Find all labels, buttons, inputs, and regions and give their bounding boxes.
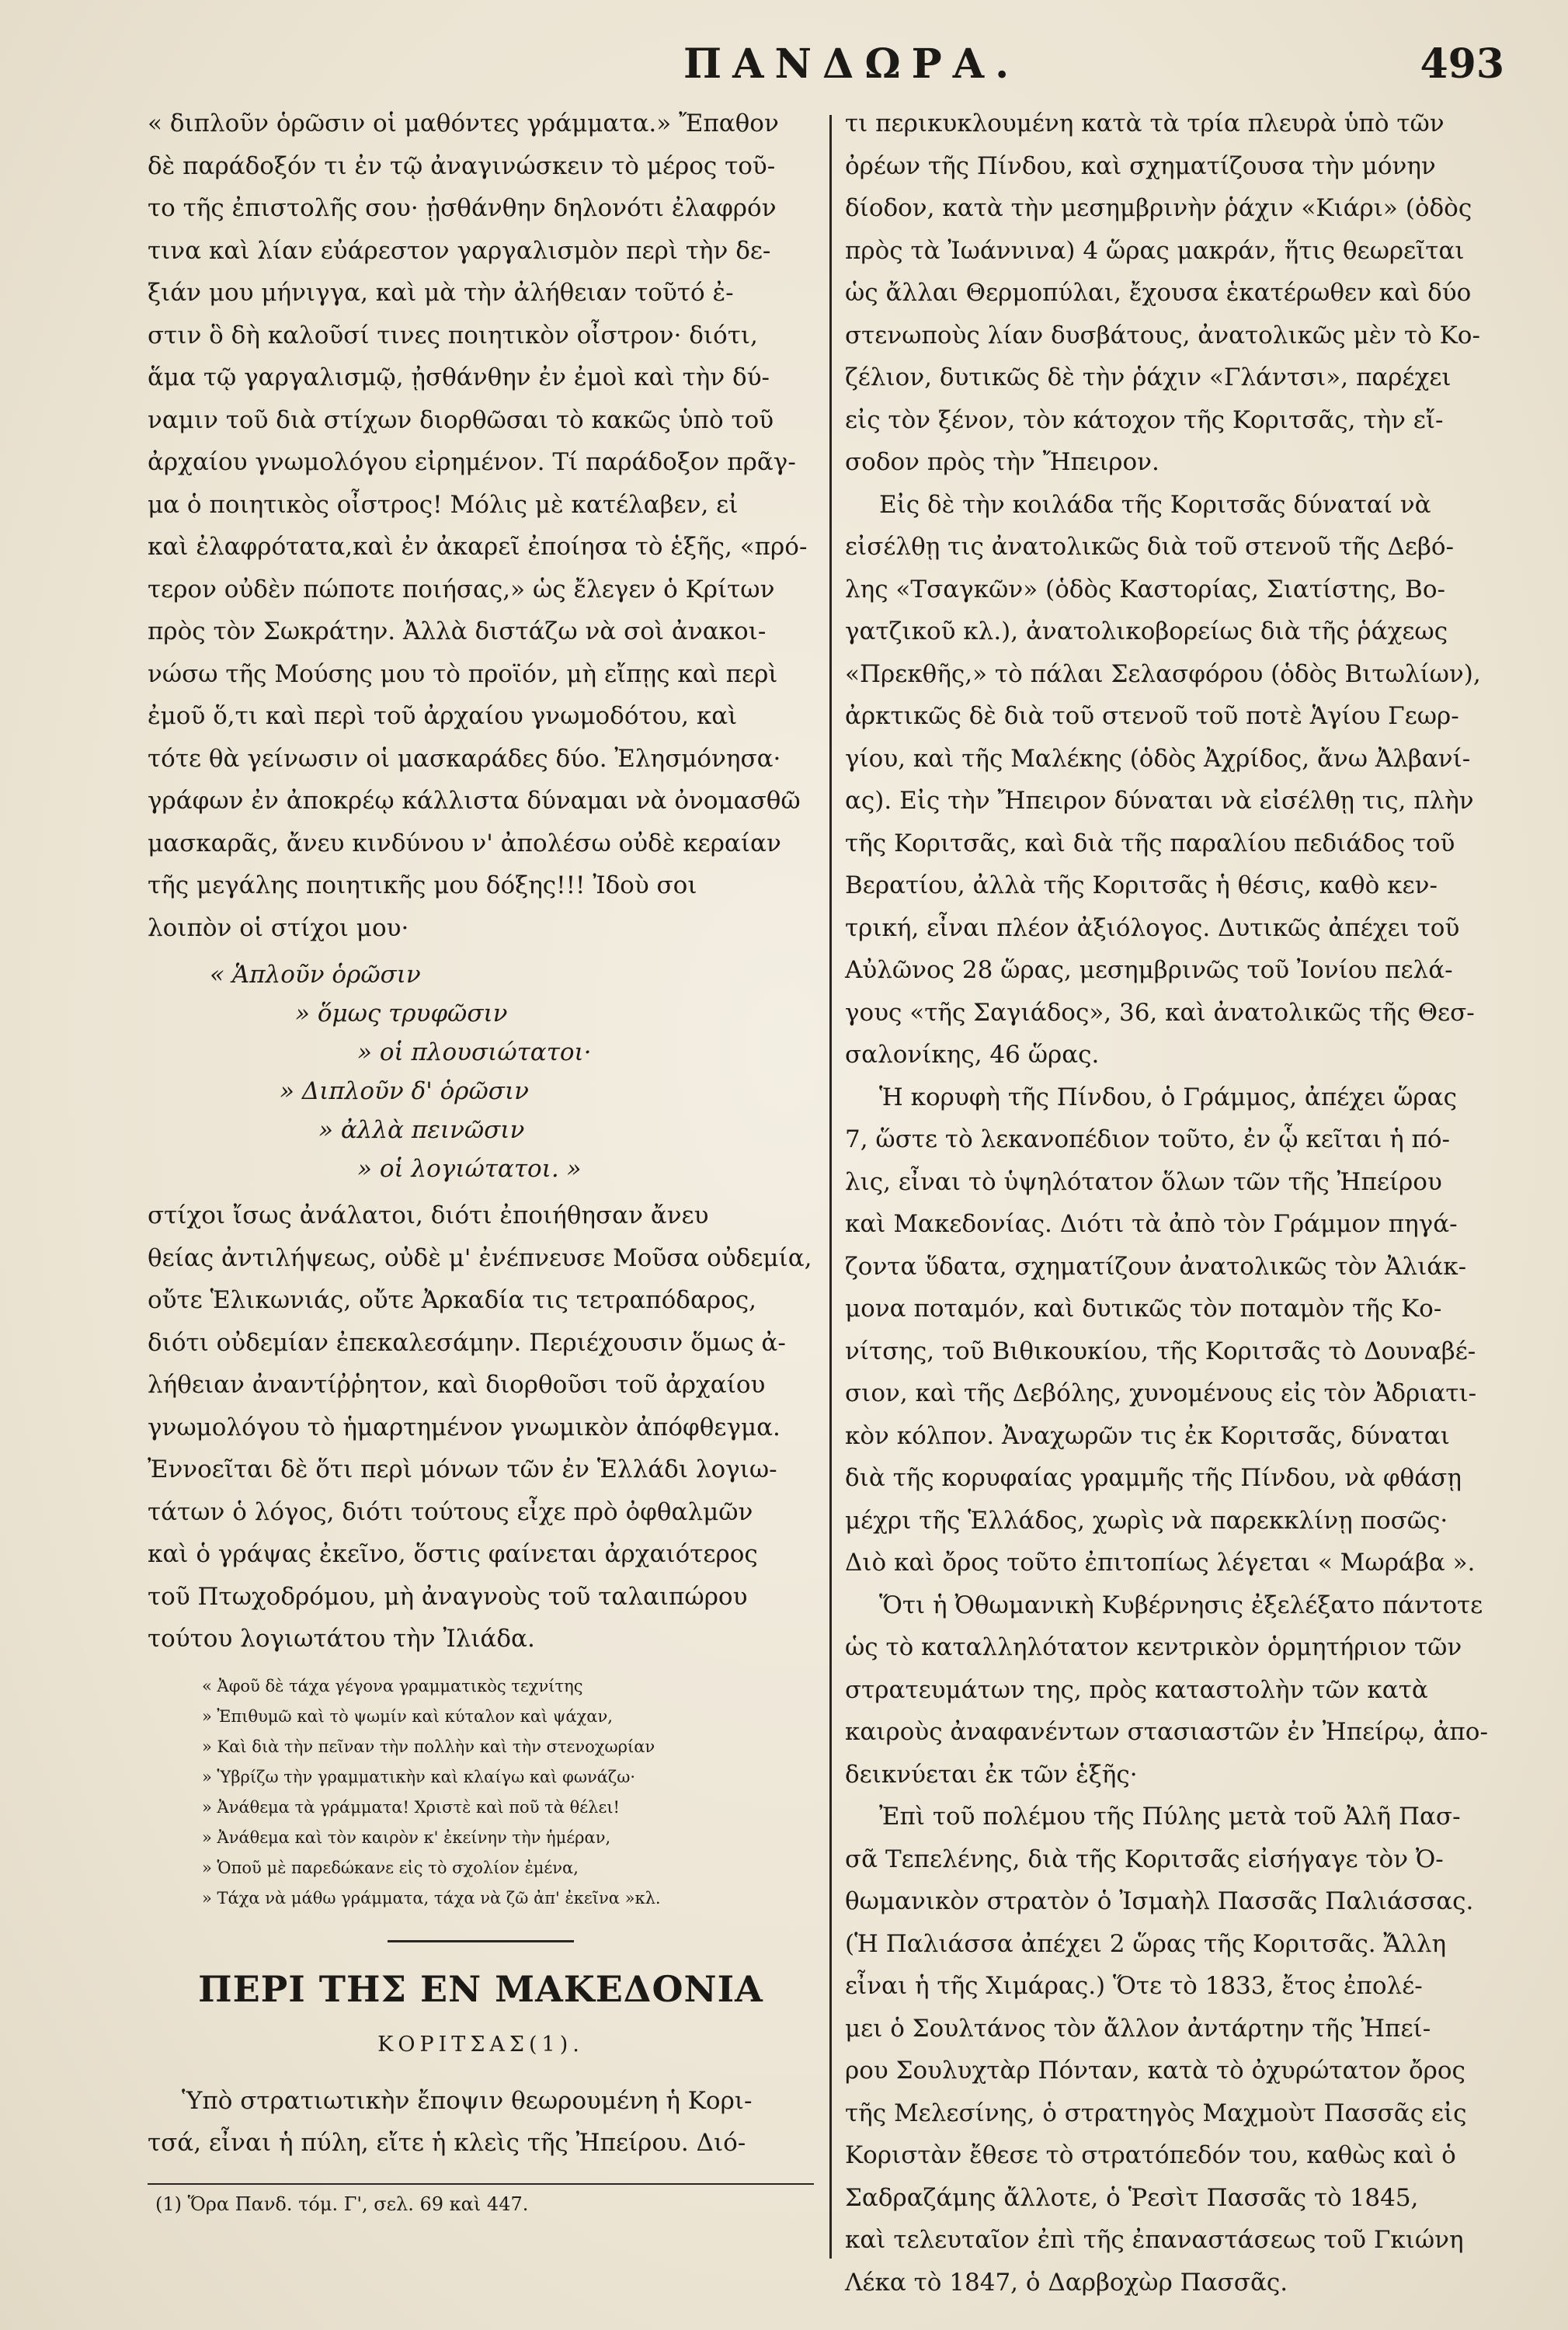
- poem-line: » Τάχα νὰ μάθω γράμματα, τάχα νὰ ζῶ ἀπ' ἐκεῖνα »κλ.: [202, 1888, 661, 1907]
- text-line: ἐμοῦ ὅ,τι καὶ περὶ τοῦ ἀρχαίου γνωμοδότου, καὶ: [148, 702, 738, 730]
- text-line: τινα καὶ λίαν εὐάρεστον γαργαλισμὸν περὶ τὴν δε-: [148, 236, 771, 265]
- text-line: καὶ τελευταῖον ἐπὶ τῆς ἐπαναστάσεως τοῦ Γκιώνη: [845, 2226, 1464, 2254]
- text-line: Ἐπὶ τοῦ πολέμου τῆς Πύλης μετὰ τοῦ Ἀλῆ Πασ-: [879, 1803, 1461, 1831]
- verse-line: » ἀλλὰ πεινῶσιν: [318, 1116, 525, 1144]
- text-paragraph: [845, 484, 1507, 1076]
- text-line: «Πρεκθῆς,» τὸ πάλαι Σελασφόρου (ὁδὸς Βιτωλίων),: [845, 659, 1481, 688]
- text-line: ὡς ἄλλαι Θερμοπύλαι, ἔχουσα ἑκατέρωθεν καὶ δύο: [845, 279, 1472, 307]
- text-line: καὶ ὁ γράψας ἐκεῖνο, ὅστις φαίνεται ἀρχαιότερος: [148, 1540, 758, 1568]
- text-line: ας). Εἰς τὴν Ἤπειρον δύναται νὰ εἰσέλθῃ τις, πλὴν: [845, 787, 1474, 815]
- text-line: Ὅτι ἡ Ὀθωμανικὴ Κυβέρνησις ἐξελέξατο πάντοτε: [879, 1591, 1483, 1619]
- text-line: τοῦ Πτωχοδρόμου, μὴ ἀναγνοὺς τοῦ ταλαιπώρου: [148, 1582, 748, 1611]
- text-line: τάτων ὁ λόγος, διότι τούτους εἶχε πρὸ ὀφθαλμῶν: [148, 1497, 753, 1526]
- text-line: σιον, καὶ τῆς Δεβόλης, χυνομένους εἰς τὸν Ἀδριατι-: [845, 1379, 1477, 1407]
- text-line: μασκαρᾶς, ἄνευ κινδύνου ν' ἀπολέσω οὐδὲ κεραίαν: [148, 829, 781, 857]
- text-line: οὔτε Ἑλικωνιάς, οὔτε Ἀρκαδία τις τετραπόδαρος,: [148, 1286, 756, 1314]
- text-line: τῆς μεγάλης ποιητικῆς μου δόξης!!! Ἰδοὺ σοι: [148, 871, 697, 899]
- text-line: δὲ παράδοξόν τι ἐν τῷ ἀναγινώσκειν τὸ μέρος τοῦ-: [148, 151, 776, 180]
- text-line: ρου Σουλυχτὰρ Πόνταν, κατὰ τὸ ὀχυρώτατον ὄρος: [845, 2057, 1465, 2085]
- text-line: γίου, καὶ τῆς Μαλέκης (ὁδὸς Ἀχρίδος, ἄνω Ἀλβανί-: [845, 744, 1471, 773]
- text-line: στενωποὺς λίαν δυσβάτους, ἀνατολικῶς μὲν τὸ Κο-: [845, 321, 1480, 350]
- text-paragraph: [845, 1584, 1507, 1796]
- section-subtitle: ΚΟΡΙΤΣΑΣ(1).: [377, 2032, 584, 2057]
- text-line: διὰ τῆς κορυφαίας γραμμῆς τῆς Πίνδου, νὰ φθάσῃ: [845, 1464, 1462, 1492]
- text-line: Λέκα τὸ 1847, ὁ Δαρβοχὼρ Πασσᾶς.: [845, 2268, 1288, 2297]
- quoted-poem: [148, 1671, 814, 1914]
- text-line: τῆς Μελεσίνης, ὁ στρατηγὸς Μαχμοὺτ Πασσᾶς εἰς: [845, 2099, 1467, 2127]
- text-line: ὡς τὸ καταλληλότατον κεντρικὸν ὁρμητήριον τῶν: [845, 1633, 1462, 1661]
- left-column: [148, 103, 814, 2224]
- text-line: καὶ ἐλαφρότατα,καὶ ἐν ἀκαρεῖ ἐποίησα τὸ ἑξῆς, «πρό-: [148, 533, 808, 561]
- text-line: μα ὁ ποιητικὸς οἶστρος! Μόλις μὲ κατέλαβεν, εἰ: [148, 490, 739, 519]
- text-line: ζοντα ὕδατα, σχηματίζουν ἀνατολικῶς τὸν Ἀλιάκ-: [845, 1252, 1467, 1281]
- text-line: γατζικοῦ κλ.), ἀνατολικοβορείως διὰ τῆς ῥάχεως: [845, 617, 1448, 645]
- text-paragraph: [845, 103, 1507, 484]
- text-line: λις, εἶναι τὸ ὑψηλότατον ὅλων τῶν τῆς Ἠπείρου: [845, 1167, 1442, 1196]
- text-line: το τῆς ἐπιστολῆς σου· ᾐσθάνθην δηλονότι ἐλαφρόν: [148, 194, 777, 222]
- text-line: δεικνύεται ἐκ τῶν ἑξῆς·: [845, 1760, 1138, 1789]
- text-line: καιροὺς ἀναφανέντων στασιαστῶν ἐν Ἠπείρῳ, ἀπο-: [845, 1718, 1488, 1746]
- section-title: ΠΕΡΙ ΤΗΣ ΕΝ ΜΑΚΕΔΟΝΙΑ: [198, 1967, 763, 2010]
- verse-block: [148, 955, 814, 1188]
- text-line: λήθειαν ἀναντίῤῥητον, καὶ διορθοῦσι τοῦ ἀρχαίου: [148, 1371, 766, 1399]
- text-line: ἅμα τῷ γαργαλισμῷ, ᾐσθάνθην ἐν ἐμοὶ καὶ τὴν δύ-: [148, 363, 770, 391]
- section-separator: [388, 1940, 574, 1942]
- text-line: μονα ποταμόν, καὶ δυτικῶς τὸν ποταμὸν τῆς Κο-: [845, 1295, 1442, 1323]
- verse-line: » οἱ λογιώτατοι. »: [357, 1155, 582, 1183]
- text-line: τότε θὰ γείνωσιν οἱ μασκαράδες δύο. Ἐλησμόνησα·: [148, 744, 781, 773]
- poem-line: « Ἀφοῦ δὲ τάχα γέγονα γραμματικὸς τεχνίτης: [202, 1676, 583, 1695]
- text-line: Ὑπὸ στρατιωτικὴν ἔποψιν θεωρουμένη ἡ Κορι-: [182, 2086, 753, 2115]
- text-line: καὶ Μακεδονίας. Διότι τὰ ἀπὸ τὸν Γράμμον πηγά-: [845, 1210, 1458, 1238]
- text-line: νώσω τῆς Μούσης μου τὸ προϊόν, μὴ εἴπῃς καὶ περὶ: [148, 659, 778, 688]
- text-line: τρική, εἶναι πλέον ἀξιόλογος. Δυτικῶς ἀπέχει τοῦ: [845, 913, 1460, 942]
- text-line: διότι οὐδεμίαν ἐπεκαλεσάμην. Περιέχουσιν ὅμως ἀ-: [148, 1328, 786, 1357]
- text-paragraph: [148, 1195, 814, 1661]
- text-line: « διπλοῦν ὁρῶσιν οἱ μαθόντες γράμματα.» Ἔπαθον: [148, 110, 779, 137]
- verse-line: » οἱ πλουσιώτατοι·: [357, 1038, 592, 1066]
- text-line: στιν ὃ δὴ καλοῦσί τινες ποιητικὸν οἶστρον· διότι,: [148, 321, 758, 350]
- text-line: σαλονίκης, 46 ὥρας.: [845, 1041, 1100, 1069]
- text-line: στίχοι ἴσως ἀνάλατοι, διότι ἐποιήθησαν ἄνευ: [148, 1202, 709, 1229]
- poem-line: » Καὶ διὰ τὴν πεῖναν τὴν πολλὴν καὶ τὴν στενοχωρίαν: [202, 1737, 655, 1756]
- text-line: Εἰς δὲ τὴν κοιλάδα τῆς Κοριτσᾶς δύναταί νὰ: [879, 490, 1431, 519]
- text-line: εἶναι ἡ τῆς Χιμάρας.) Ὅτε τὸ 1833, ἔτος ἐπολέ-: [845, 1972, 1423, 2000]
- text-line: θωμανικὸν στρατὸν ὁ Ἰσμαὴλ Πασσᾶς Παλιάσσας.: [845, 1887, 1474, 1915]
- text-line: γράφων ἐν ἀποκρέῳ κάλλιστα δύναμαι νὰ ὀνομασθῶ: [148, 787, 801, 815]
- text-line: γνωμολόγου τὸ ἡμαρτημένον γνωμικὸν ἀπόφθεγμα.: [148, 1413, 781, 1441]
- text-line: μέχρι τῆς Ἑλλάδος, χωρὶς νὰ παρεκκλίνῃ ποσῶς·: [845, 1506, 1448, 1535]
- footnote: (1) Ὅρα Πανδ. τόμ. Γ', σελ. 69 καὶ 447.: [155, 2193, 529, 2215]
- poem-line: » Ἀνάθεμα τὰ γράμματα! Χριστὲ καὶ ποῦ τὰ θέλει!: [202, 1797, 620, 1817]
- text-line: τσά, εἶναι ἡ πύλη, εἴτε ἡ κλεὶς τῆς Ἠπείρου. Διό-: [148, 2129, 746, 2157]
- text-line: πρὸς τὸν Σωκράτην. Ἀλλὰ διστάζω νὰ σοὶ ἀνακοι-: [148, 617, 767, 645]
- text-line: ξιάν μου μήνιγγα, καὶ μὰ τὴν ἀλήθειαν τοῦτό ἐ-: [148, 279, 734, 307]
- text-line: θείας ἀντιλήψεως, οὐδὲ μ' ἐνέπνευσε Μοῦσα οὐδεμία,: [148, 1243, 812, 1272]
- journal-title: ΠΑΝΔΩΡΑ.: [683, 40, 1020, 88]
- verse-line: « Ἁπλοῦν ὁρῶσιν: [210, 961, 421, 989]
- text-line: Ἡ κορυφὴ τῆς Πίνδου, ὁ Γράμμος, ἀπέχει ὥρας: [879, 1083, 1457, 1111]
- text-line: γους «τῆς Σαγιάδος», 36, καὶ ἀνατολικῶς τῆς Θεσ-: [845, 998, 1475, 1027]
- text-line: ἀρκτικῶς δὲ διὰ τοῦ στενοῦ τοῦ ποτὲ Ἁγίου Γεωρ-: [845, 702, 1459, 730]
- text-line: Σαδραζάμης ἄλλοτε, ὁ Ῥεσὶτ Πασσᾶς τὸ 1845,: [845, 2183, 1419, 2212]
- text-line: στρατευμάτων της, πρὸς καταστολὴν τῶν κατὰ: [845, 1675, 1428, 1704]
- text-line: λοιπὸν οἱ στίχοι μου·: [148, 913, 409, 942]
- poem-line: » Ἐπιθυμῶ καὶ τὸ ψωμίν καὶ κύταλον καὶ ψάχαν,: [202, 1706, 613, 1726]
- text-line: 7, ὥστε τὸ λεκανοπέδιον τοῦτο, ἐν ᾧ κεῖται ἡ πό-: [845, 1125, 1451, 1153]
- text-line: εἰς τὸν ξένον, τὸν κάτοχον τῆς Κοριτσᾶς, τὴν εἴ-: [845, 405, 1444, 434]
- poem-line: » Ὑβρίζω τὴν γραμματικὴν καὶ κλαίγω καὶ φωνάζω·: [202, 1767, 636, 1786]
- text-line: πρὸς τὰ Ἰωάννινα) 4 ὥρας μακράν, ἥτις θεωρεῖται: [845, 236, 1465, 265]
- text-line: σᾶ Τεπελένης, διὰ τῆς Κοριτσᾶς εἰσήγαγε τὸν Ὀ-: [845, 1845, 1444, 1873]
- text-line: Αὐλῶνος 28 ὥρας, μεσημβρινῶς τοῦ Ἰονίου πελά-: [845, 956, 1453, 984]
- text-paragraph: [148, 103, 814, 949]
- text-paragraph: [148, 2080, 814, 2165]
- text-line: Κοριστὰν ἔθεσε τὸ στρατόπεδόν του, καθὼς καὶ ὁ: [845, 2141, 1456, 2169]
- column-divider: [829, 115, 832, 2259]
- verse-line: » Διπλοῦν δ' ὁρῶσιν: [280, 1077, 529, 1105]
- verse-line: » ὅμως τρυφῶσιν: [295, 1000, 508, 1028]
- text-line: δίοδον, κατὰ τὴν μεσημβρινὴν ῥάχιν «Κιάρι» (ὁδὸς: [845, 194, 1472, 222]
- text-line: τούτου λογιωτάτου τὴν Ἰλιάδα.: [148, 1625, 535, 1653]
- page-number: 493: [1420, 40, 1504, 88]
- text-line: ζέλιον, δυτικῶς δὲ τὴν ῥάχιν «Γλάντσι», παρέχει: [845, 363, 1452, 391]
- text-line: τερον οὐδὲν πώποτε ποιήσας,» ὡς ἔλεγεν ὁ Κρίτων: [148, 575, 775, 603]
- text-line: Ἐννοεῖται δὲ ὅτι περὶ μόνων τῶν ἐν Ἑλλάδι λογιω-: [148, 1455, 777, 1483]
- right-column: [845, 103, 1507, 2304]
- text-line: τι περικυκλουμένη κατὰ τὰ τρία πλευρὰ ὑπὸ τῶν: [845, 110, 1445, 137]
- text-line: εἰσέλθῃ τις ἀνατολικῶς διὰ τοῦ στενοῦ τῆς Δεβό-: [845, 533, 1455, 561]
- text-line: Διὸ καὶ ὄρος τοῦτο ἐπιτοπίως λέγεται « Μωράβα ».: [845, 1549, 1476, 1577]
- text-paragraph: [845, 1076, 1507, 1584]
- text-line: τῆς Κοριτσᾶς, καὶ διὰ τῆς παραλίου πεδιάδος τοῦ: [845, 829, 1455, 857]
- poem-line: » Ἀνάθεμα καὶ τὸν καιρὸν κ' ἐκείνην τὴν ἡμέραν,: [202, 1827, 611, 1847]
- text-line: ὀρέων τῆς Πίνδου, καὶ σχηματίζουσα τὴν μόνην: [845, 151, 1436, 180]
- text-line: ναμιν τοῦ διὰ στίχων διορθῶσαι τὸ κακῶς ὑπὸ τοῦ: [148, 405, 774, 434]
- text-line: κὸν κόλπον. Ἀναχωρῶν τις ἐκ Κοριτσᾶς, δύναται: [845, 1421, 1450, 1450]
- text-line: λης «Τσαγκῶν» (ὁδὸς Καστορίας, Σιατίστης, Βο-: [845, 575, 1445, 603]
- poem-line: » Ὁποῦ μὲ παρεδώκανε εἰς τὸ σχολίον ἐμένα,: [202, 1858, 579, 1877]
- text-line: μει ὁ Σουλτάνος τὸν ἄλλον ἀντάρτην τῆς Ἠπεί-: [845, 2014, 1431, 2043]
- text-line: ἀρχαίου γνωμολόγου εἰρημένον. Τί παράδοξον πρᾶγ-: [148, 448, 796, 476]
- text-paragraph: [845, 1796, 1507, 2304]
- running-header: [140, 40, 1521, 95]
- text-line: σοδον πρὸς τὴν Ἤπειρον.: [845, 448, 1159, 476]
- text-line: Βερατίου, ἀλλὰ τῆς Κοριτσᾶς ἡ θέσις, καθὸ κεν-: [845, 871, 1438, 899]
- text-line: νίτσης, τοῦ Βιθικουκίου, τῆς Κοριτσᾶς τὸ Δουναβέ-: [845, 1337, 1476, 1365]
- text-line: (Ἡ Παλιάσσα ἀπέχει 2 ὥρας τῆς Κοριτσᾶς. Ἄλλη: [845, 1929, 1447, 1958]
